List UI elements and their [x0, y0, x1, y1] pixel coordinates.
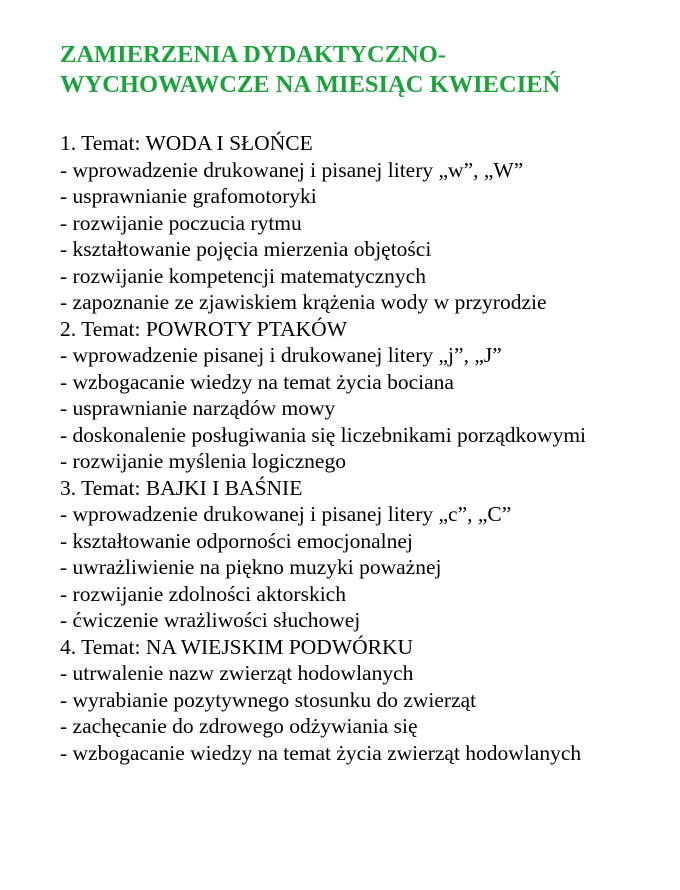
list-item: - uwrażliwienie na piękno muzyki poważnej — [60, 555, 442, 579]
list-item: - doskonalenie posługiwania się liczebnikami porządkowymi — [60, 422, 587, 447]
list-item: - wzbogacanie wiedzy na temat życia bociana — [60, 369, 454, 394]
document-title — [60, 40, 660, 100]
section-heading: 3. Temat: BAJKI I BAŚNIE — [60, 475, 303, 500]
section-heading: 1. Temat: WODA I SŁOŃCE — [60, 131, 313, 155]
list-item: - rozwijanie kompetencji matematycznych — [60, 263, 426, 288]
list-item: - wprowadzenie drukowanej i pisanej litery „c”, „C” — [60, 502, 512, 526]
section-3 — [60, 475, 660, 634]
list-item: - kształtowanie odporności emocjonalnej — [60, 528, 413, 553]
section-heading: 4. Temat: NA WIEJSKIM PODWÓRKU — [60, 634, 414, 659]
list-item: - zapoznanie ze zjawiskiem krążenia wody w przyrodzie — [60, 290, 547, 314]
list-item: - ćwiczenie wrażliwości słuchowej — [60, 608, 361, 632]
document-body — [60, 130, 660, 766]
section-heading: 2. Temat: POWROTY PTAKÓW — [60, 316, 347, 341]
section-2 — [60, 316, 660, 475]
list-item: - wyrabianie pozytywnego stosunku do zwierząt — [60, 687, 477, 712]
section-4 — [60, 634, 660, 767]
list-item: - rozwijanie zdolności aktorskich — [60, 581, 346, 606]
list-item: - rozwijanie myślenia logicznego — [60, 449, 346, 473]
list-item: - wprowadzenie drukowanej i pisanej litery „w”, „W” — [60, 157, 524, 182]
list-item: - wprowadzenie pisanej i drukowanej litery „j”, „J” — [60, 343, 502, 367]
list-item: - usprawnianie grafomotoryki — [60, 184, 317, 208]
section-1 — [60, 130, 660, 316]
list-item: - usprawnianie narządów mowy — [60, 396, 336, 420]
list-item: - rozwijanie poczucia rytmu — [60, 210, 302, 235]
document-page — [60, 40, 660, 766]
list-item: - zachęcanie do zdrowego odżywiania się — [60, 714, 418, 738]
list-item: - kształtowanie pojęcia mierzenia objętości — [60, 237, 432, 261]
list-item: - utrwalenie nazw zwierząt hodowlanych — [60, 661, 414, 685]
title-line-2: WYCHOWAWCZE NA MIESIĄC KWIECIEŃ — [60, 71, 561, 98]
title-line-1: ZAMIERZENIA DYDAKTYCZNO- — [60, 41, 446, 68]
list-item: - wzbogacanie wiedzy na temat życia zwierząt hodowlanych — [60, 740, 582, 765]
